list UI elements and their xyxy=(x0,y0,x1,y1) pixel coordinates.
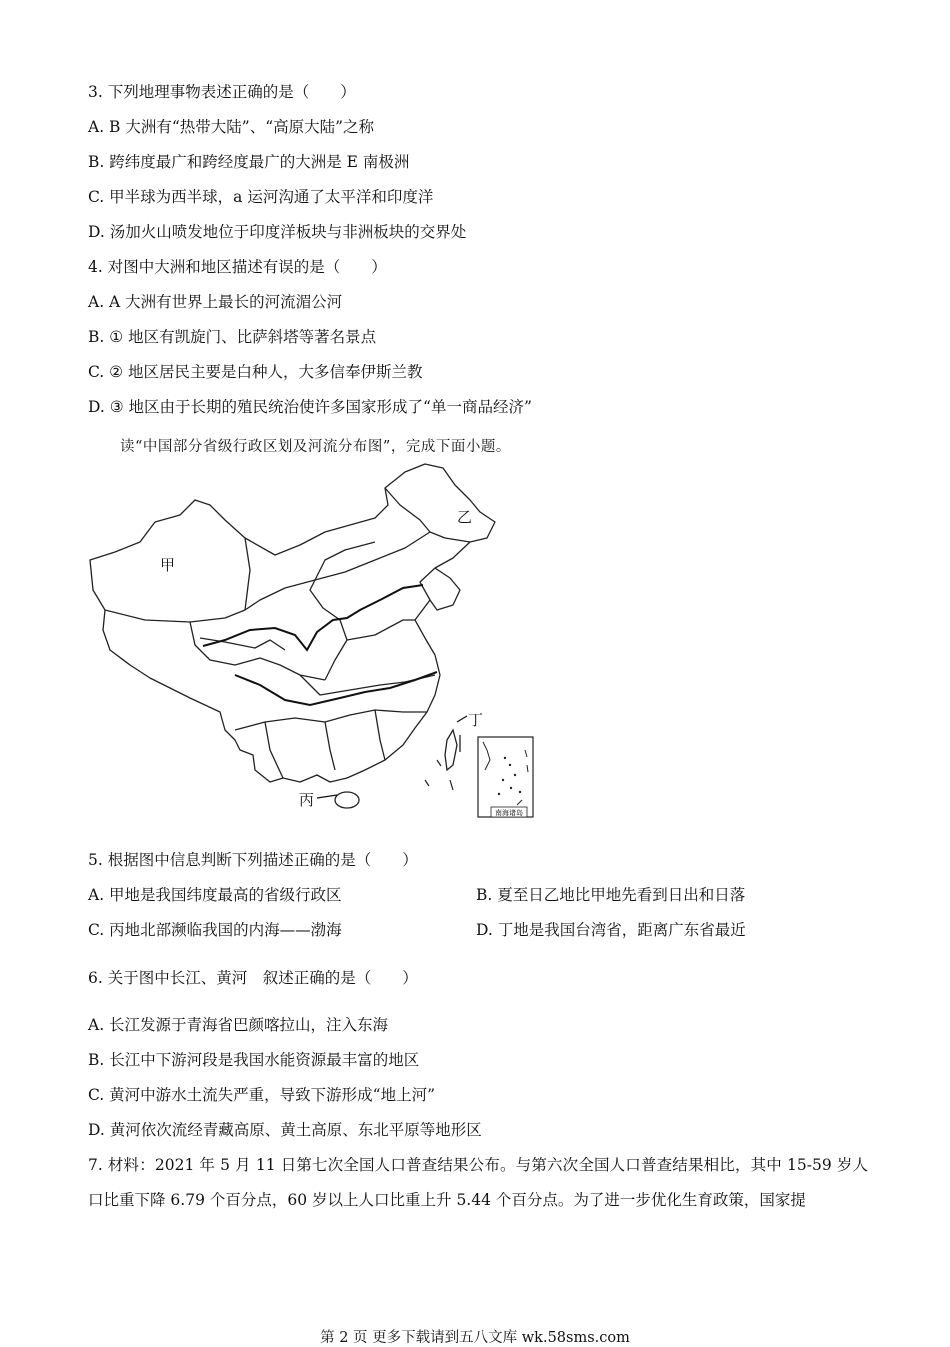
map-svg xyxy=(85,460,540,825)
q4-stem: 4. 对图中大洲和地区描述有误的是（ ） xyxy=(88,258,387,276)
q6-option-d: D. 黄河依次流经青藏高原、黄土高原、东北平原等地形区 xyxy=(88,1121,482,1139)
q6-option-c: C. 黄河中游水土流失严重，导致下游形成“地上河” xyxy=(88,1086,436,1104)
q3-option-b: B. 跨纬度最广和跨经度最广的大洲是 E 南极洲 xyxy=(88,153,410,171)
map-intro: 读“中国部分省级行政区划及河流分布图”，完成下面小题。 xyxy=(120,439,511,455)
q4-option-a: A. A 大洲有世界上最长的河流湄公河 xyxy=(88,293,343,311)
q6-option-b: B. 长江中下游河段是我国水能资源最丰富的地区 xyxy=(88,1051,420,1069)
q5-option-c: C. 丙地北部濒临我国的内海——渤海 xyxy=(88,921,342,939)
q6-stem: 6. 关于图中长江、黄河 叙述正确的是（ ） xyxy=(88,969,418,987)
label-bing: 丙 xyxy=(299,791,315,809)
q5-option-b: B. 夏至日乙地比甲地先看到日出和日落 xyxy=(476,886,746,904)
yangtze-river xyxy=(235,672,437,705)
q3-stem: 3. 下列地理事物表述正确的是（ ） xyxy=(88,83,356,101)
q6-option-a: A. 长江发源于青海省巴颜喀拉山，注入东海 xyxy=(88,1016,389,1034)
q4-option-c: C. ② 地区居民主要是白种人，大多信奉伊斯兰教 xyxy=(88,363,423,381)
hainan-island xyxy=(335,792,359,808)
label-yi: 乙 xyxy=(457,508,473,526)
country-outline xyxy=(90,464,495,782)
q3-option-c: C. 甲半球为西半球，a 运河沟通了太平洋和印度洋 xyxy=(88,188,434,206)
china-province-river-map xyxy=(85,460,540,825)
q4-option-d: D. ③ 地区由于长期的殖民统治使许多国家形成了“单一商品经济” xyxy=(88,398,532,416)
q5-option-d: D. 丁地是我国台湾省，距离广东省最近 xyxy=(476,921,746,939)
q5-option-a: A. 甲地是我国纬度最高的省级行政区 xyxy=(88,886,342,904)
q3-option-d: D. 汤加火山喷发地位于印度洋板块与非洲板块的交界处 xyxy=(88,223,467,241)
label-jia: 甲 xyxy=(160,556,176,574)
q3-option-a: A. B 大洲有“热带大陆”、“高原大陆”之称 xyxy=(88,118,375,136)
q4-option-b: B. ① 地区有凯旋门、比萨斜塔等著名景点 xyxy=(88,328,377,346)
label-ding: 丁 xyxy=(468,711,484,729)
q7-text: 7. 材料：2021 年 5 月 11 日第七次全国人口普查结果公布。与第六次全国人口普查结果相比，其中 15-59 岁人口比重下降 6.79 个百分点，60 岁以上人口比重上升 5.44 个百分点。为了进一步优化生育政策，国家提 xyxy=(88,1156,868,1209)
taiwan-island xyxy=(445,730,457,770)
inset-title: 南海诸岛 xyxy=(495,809,523,817)
south-china-sea-inset xyxy=(478,737,533,817)
page-footer: 第 2 页 更多下载请到五八文库 wk.58sms.com xyxy=(320,1330,630,1346)
q5-stem: 5. 根据图中信息判断下列描述正确的是（ ） xyxy=(88,851,418,869)
